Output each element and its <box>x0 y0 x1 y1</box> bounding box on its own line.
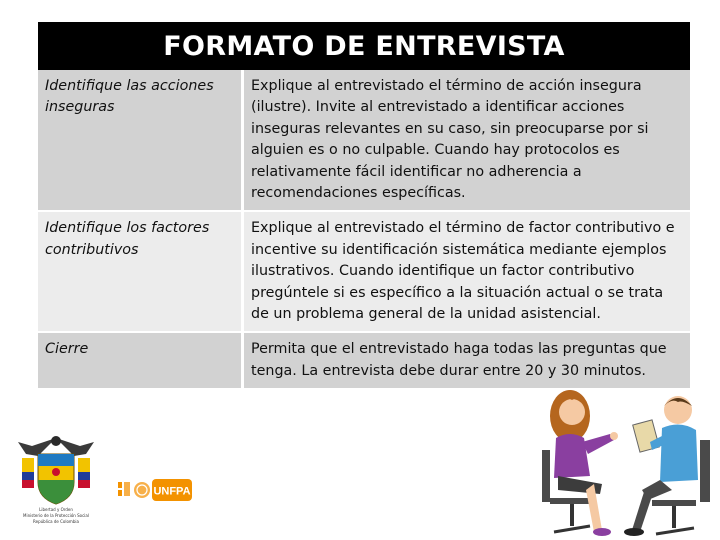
row-description: Explique al entrevistado el término de acción insegura (ilustre). Invite al entrevistado a identificar acciones inseguras relevantes en su caso, sin preocuparse por si alguien es o no culpable. Cuando hay protocolos es relativamente fácil identificar no adherencia a recomendaciones específicas. <box>244 70 690 212</box>
interview-format-table <box>38 70 690 388</box>
row-description: Explique al entrevistado el término de factor contributivo e incentive su identificación sistemática mediante ejemplos ilustrativos. Cuando identifique un factor contributivo pregúntele si es específico a la situación actual o se trata de un problema general de la unidad asistencial. <box>244 212 690 333</box>
logo-caption-1: Libertad y Orden <box>39 507 73 512</box>
coat-of-arms-logo <box>12 432 100 524</box>
logo-caption-3: República de Colombia <box>33 519 79 524</box>
unfpa-logo <box>118 476 192 506</box>
row-label: Identifique los factores contributivos <box>38 212 244 333</box>
row-description: Permita que el entrevistado haga todas las preguntas que tenga. La entrevista debe durar entre 20 y 30 minutos. <box>244 333 690 388</box>
interview-illustration <box>532 380 720 540</box>
table-row <box>38 212 690 333</box>
unfpa-logo-text: UNFPA <box>153 485 191 498</box>
page-title: FORMATO DE ENTREVISTA <box>38 22 690 70</box>
table-row <box>38 70 690 212</box>
row-label: Identifique las acciones inseguras <box>38 70 244 212</box>
logo-caption-2: Ministerio de la Protección Social <box>23 513 89 518</box>
row-label: Cierre <box>38 333 244 388</box>
